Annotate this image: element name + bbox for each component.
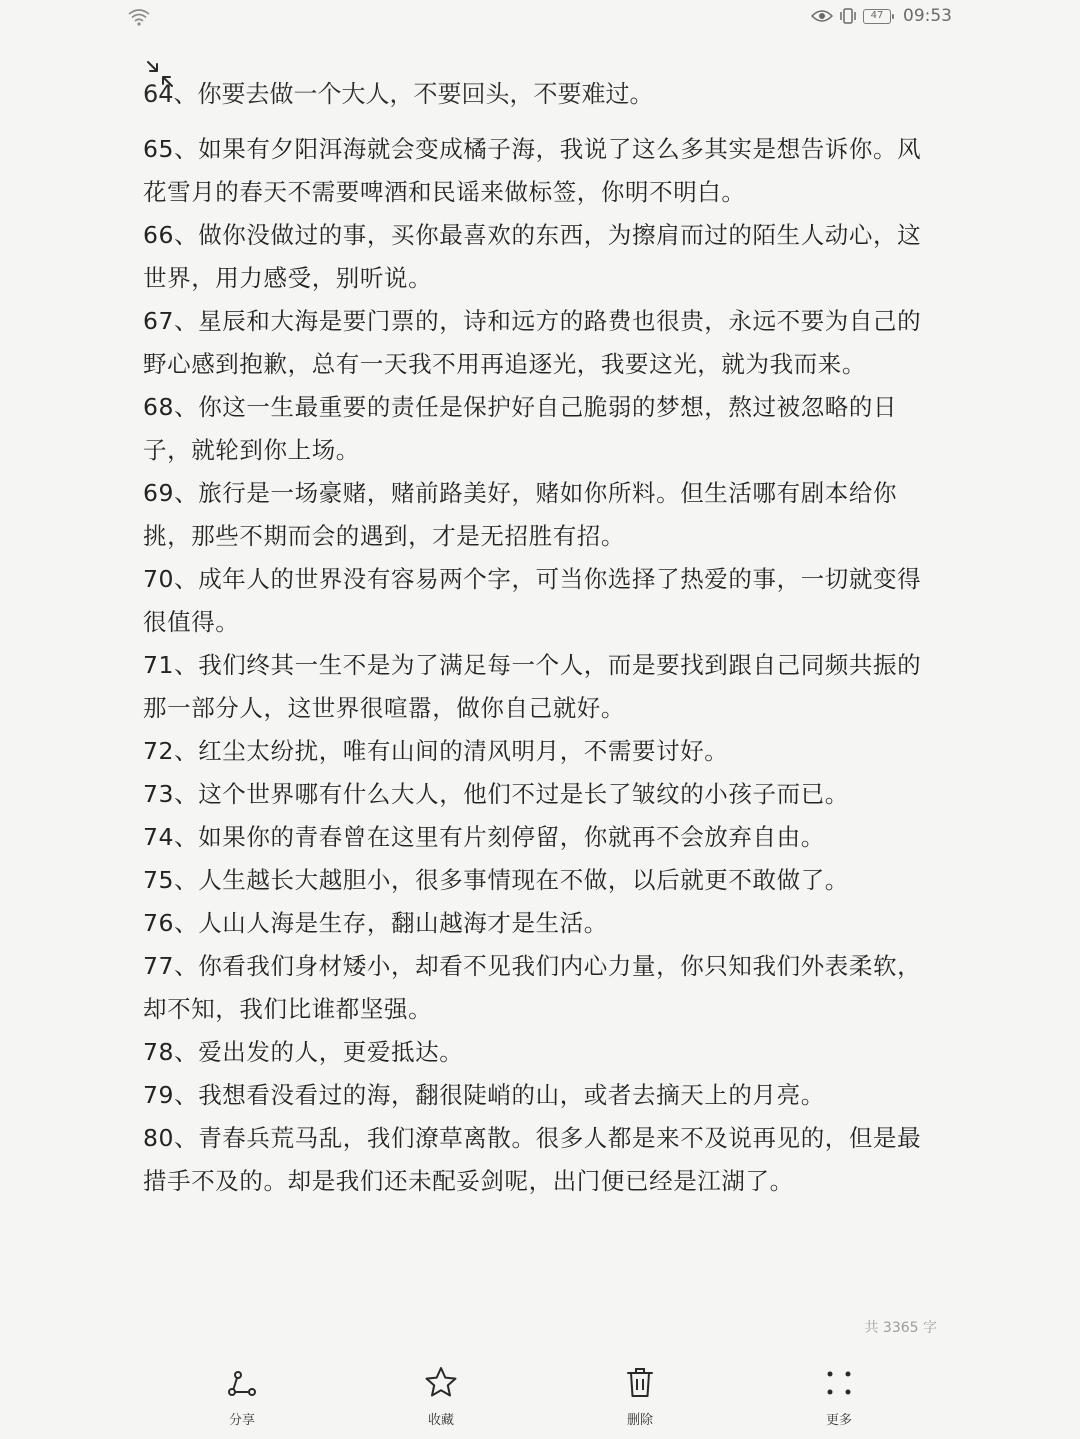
note-content[interactable]	[143, 128, 938, 1203]
bottom-toolbar	[0, 1365, 1080, 1439]
list-item: 70、成年人的世界没有容易两个字，可当你选择了热爱的事，一切就变得很值得。	[143, 565, 922, 636]
vibrate-icon	[839, 8, 857, 24]
eye-icon	[811, 9, 833, 23]
share-icon	[224, 1365, 260, 1401]
favorite-button[interactable]	[381, 1365, 501, 1428]
status-right-group	[811, 6, 952, 26]
list-item: 65、如果有夕阳洱海就会变成橘子海，我说了这么多其实是想告诉你。风花雪月的春天不需要啤酒和民谣来做标签，你明不明白。	[143, 135, 922, 206]
list-item: 73、这个世界哪有什么大人，他们不过是长了皱纹的小孩子而已。	[143, 780, 849, 808]
list-item: 74、如果你的青春曾在这里有片刻停留，你就再不会放弃自由。	[143, 823, 825, 851]
star-icon	[423, 1365, 459, 1401]
list-item: 78、爱出发的人，更爱抵达。	[143, 1038, 464, 1066]
wifi-icon	[128, 8, 150, 26]
more-label: 更多	[825, 1413, 852, 1428]
list-item: 71、我们终其一生不是为了满足每一个人，而是要找到跟自己同频共振的那一部分人，这世界很喧嚣，做你自己就好。	[143, 651, 922, 722]
more-icon	[821, 1365, 857, 1401]
list-item: 69、旅行是一场豪赌，赌前路美好，赌如你所料。但生活哪有剧本给你挑，那些不期而会的遇到，才是无招胜有招。	[143, 479, 898, 550]
status-bar	[0, 0, 1080, 36]
cut-off-line	[143, 80, 943, 114]
list-item: 68、你这一生最重要的责任是保护好自己脆弱的梦想，熬过被忽略的日子，就轮到你上场。	[143, 393, 898, 464]
delete-button[interactable]	[580, 1365, 700, 1428]
list-item: 66、做你没做过的事，买你最喜欢的东西，为擦肩而过的陌生人动心，这世界，用力感受，别听说。	[143, 221, 922, 292]
list-item: 72、红尘太纷扰，唯有山间的清风明月，不需要讨好。	[143, 737, 729, 765]
word-count: 共 3365 字	[864, 1320, 937, 1336]
list-item: 79、我想看没看过的海，翻很陡峭的山，或者去摘天上的月亮。	[143, 1081, 825, 1109]
list-item: 77、你看我们身材矮小，却看不见我们内心力量，你只知我们外表柔软，却不知，我们比谁都坚强。	[143, 952, 922, 1023]
delete-label: 删除	[626, 1413, 653, 1428]
list-item: 76、人山人海是生存，翻山越海才是生活。	[143, 909, 608, 937]
share-button[interactable]	[182, 1365, 302, 1428]
list-item: 75、人生越长大越胆小，很多事情现在不做，以后就更不敢做了。	[143, 866, 849, 894]
share-label: 分享	[228, 1413, 255, 1428]
trash-icon	[622, 1365, 658, 1401]
more-button[interactable]	[779, 1365, 899, 1428]
favorite-label: 收藏	[427, 1413, 454, 1428]
status-time: 09:53	[903, 6, 952, 26]
list-item: 80、青春兵荒马乱，我们潦草离散。很多人都是来不及说再见的，但是最措手不及的。却是我们还未配妥剑呢，出门便已经是江湖了。	[143, 1124, 922, 1195]
list-item: 67、星辰和大海是要门票的，诗和远方的路费也很贵，永远不要为自己的野心感到抱歉，总有一天我不用再追逐光，我要这光，就为我而来。	[143, 307, 922, 378]
cut-off-line-text: 64、你要去做一个大人，不要回头，不要难过。	[143, 80, 654, 108]
battery-icon: 47	[863, 9, 891, 24]
